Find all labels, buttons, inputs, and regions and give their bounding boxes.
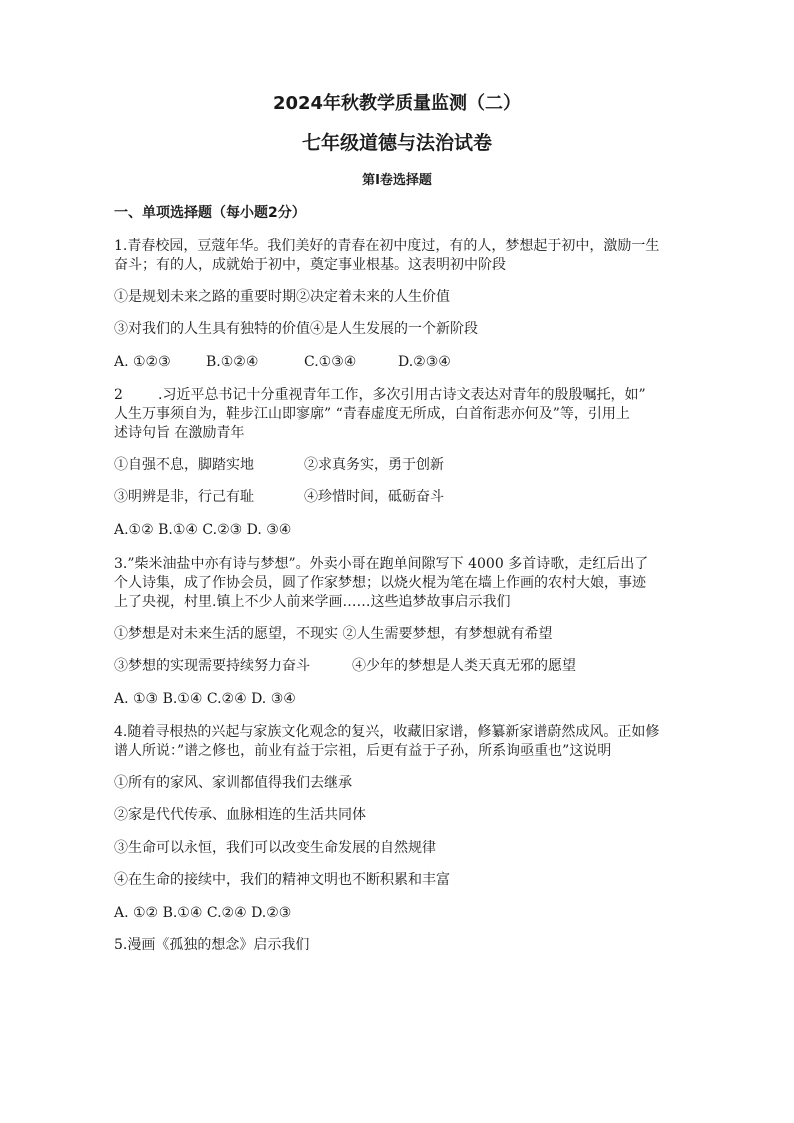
q1-option-a: A. ①②③	[114, 354, 171, 370]
q3-items-line1: ①梦想是对未来生活的愿望，不现实 ②人生需要梦想，有梦想就有希望	[114, 626, 553, 642]
q1-option-b: B.①②④	[206, 354, 259, 370]
q3-stem-line3: 上了央视，村里.镇上不少人前来学画……这些追梦故事启示我们	[114, 594, 511, 610]
q1-option-c: C.①③④	[304, 354, 357, 370]
q3-item-3: ③梦想的实现需要持续努力奋斗	[114, 658, 310, 674]
q2-item-2: ②求真务实，勇于创新	[304, 457, 444, 473]
q1-stem-line2: 奋斗；有的人，成就始于初中，奠定事业根基。这表明初中阶段	[114, 257, 506, 273]
q2-item-1: ①自强不息，脚踏实地	[114, 457, 254, 473]
q3-stem-line2: 个人诗集，成了作协会员，圆了作家梦想；以烧火棍为笔在墙上作画的农村大娘，事迹	[114, 575, 646, 591]
q1-items-line2: ③对我们的人生具有独特的价值④是人生发展的一个新阶段	[114, 321, 478, 337]
q1-stem-line1: 1.青春校园，豆蔻年华。我们美好的青春在初中度过，有的人，梦想起于初中，激励一生	[114, 238, 660, 254]
q2-stem-line2: 人生万事须自为，鞋步江山即寥廓” “青春虚度无所成，白首衔悲亦何及”等，引用上	[114, 406, 630, 422]
q4-item-4: ④在生命的接续中，我们的精神文明也不断积累和丰富	[114, 872, 450, 888]
q3-stem-line1: 3.”柴米油盐中亦有诗与梦想”。外卖小哥在跑单间隙写下 4000 多首诗歌，走红后出了	[114, 556, 649, 572]
q4-item-3: ③生命可以永恒，我们可以改变生命发展的自然规律	[114, 840, 436, 856]
q4-item-2: ②家是代代传承、血脉相连的生活共同体	[114, 807, 366, 823]
exam-title: 2024年秋教学质量监测（二）	[272, 93, 522, 114]
q2-number: 2	[114, 387, 123, 403]
q2-item-4: ④珍惜时间，砥砺奋斗	[304, 489, 444, 505]
q5-stem: 5.漫画《孤独的想念》启示我们	[114, 937, 310, 953]
q3-options: A. ①③ B.①④ C.②④ D. ③④	[114, 691, 296, 707]
q3-item-4: ④少年的梦想是人类天真无邪的愿望	[352, 658, 576, 674]
q4-item-1: ①所有的家风、家训都值得我们去继承	[114, 775, 352, 791]
exam-subtitle: 七年级道德与法治试卷	[301, 132, 492, 154]
q2-stem-line3: 述诗句旨 在激励青年	[114, 425, 245, 441]
q4-stem-line2: 谱人所说：”谱之修也，前业有益于宗祖，后更有益于子孙，所系询亟重也”这说明	[114, 743, 612, 759]
q4-stem-line1: 4.随着寻根热的兴起与家族文化观念的复兴，收藏旧家谱，修纂新家谱蔚然成风。正如修	[114, 724, 660, 740]
q2-stem-line1: .习近平总书记十分重视青年工作，多次引用古诗文表达对青年的殷殷嘱托，如”	[158, 387, 646, 403]
q4-options: A. ①② B.①④ C.②④ D.②③	[114, 905, 292, 921]
q2-options: A.①② B.①④ C.②③ D. ③④	[114, 522, 292, 538]
q1-items-line1: ①是规划未来之路的重要时期②决定着未来的人生价值	[114, 289, 450, 305]
volume-heading: 第Ⅰ卷选择题	[362, 173, 432, 188]
section-heading: 一、单项选择题（每小题2分）	[114, 205, 306, 221]
q1-option-d: D.②③④	[398, 354, 451, 370]
q2-item-3: ③明辨是非，行己有耻	[114, 489, 254, 505]
